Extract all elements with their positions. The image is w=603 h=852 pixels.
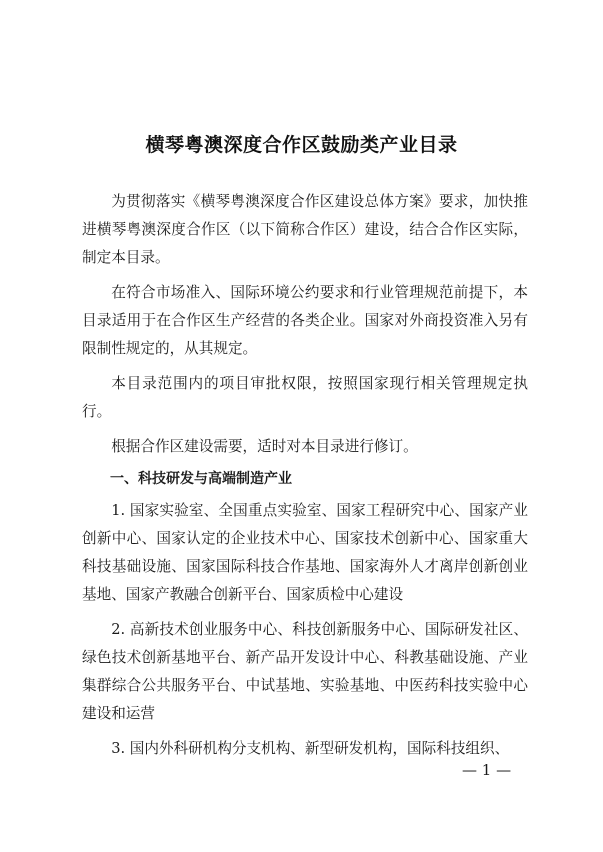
list-item-2: 2. 高新技术创业服务中心、科技创新服务中心、国际研发社区、绿色技术创新基地平台、新产品开发设计中心、科教基础设施、产业集群综合公共服务平台、中试基地、实验基地、中医药科技实验中心建设和运营 xyxy=(82,621,528,722)
intro-paragraph-4: 根据合作区建设需要，适时对本目录进行修订。 xyxy=(111,438,418,455)
list-item-1: 1. 国家实验室、全国重点实验室、国家工程研究中心、国家产业创新中心、国家认定的企业技术中心、国家技术创新中心、国家重大科技基础设施、国家国际科技合作基地、国家海外人才离岸创新创业基地、国家产教融合创新平台、国家质检中心建设 xyxy=(82,502,528,603)
intro-paragraph-2: 在符合市场准入、国际环境公约要求和行业管理规范前提下，本目录适用于在合作区生产经营的各类企业。国家对外商投资准入另有限制性规定的，从其规定。 xyxy=(82,284,528,357)
document-body xyxy=(82,188,528,770)
intro-paragraph-3: 本目录范围内的项目审批权限，按照国家现行相关管理规定执行。 xyxy=(82,375,528,420)
list-item-3: 3. 国内外科研机构分支机构、新型研发机构，国际科技组织、 xyxy=(111,740,510,757)
page-number: — 1 — xyxy=(462,761,512,779)
intro-paragraph-1: 为贯彻落实《横琴粤澳深度合作区建设总体方案》要求，加快推进横琴粤澳深度合作区（以下简称合作区）建设，结合合作区实际，制定本目录。 xyxy=(82,193,528,266)
document-title: 横琴粤澳深度合作区鼓励类产业目录 xyxy=(145,134,458,156)
section-heading: 一、科技研发与高端制造产业 xyxy=(110,471,292,487)
